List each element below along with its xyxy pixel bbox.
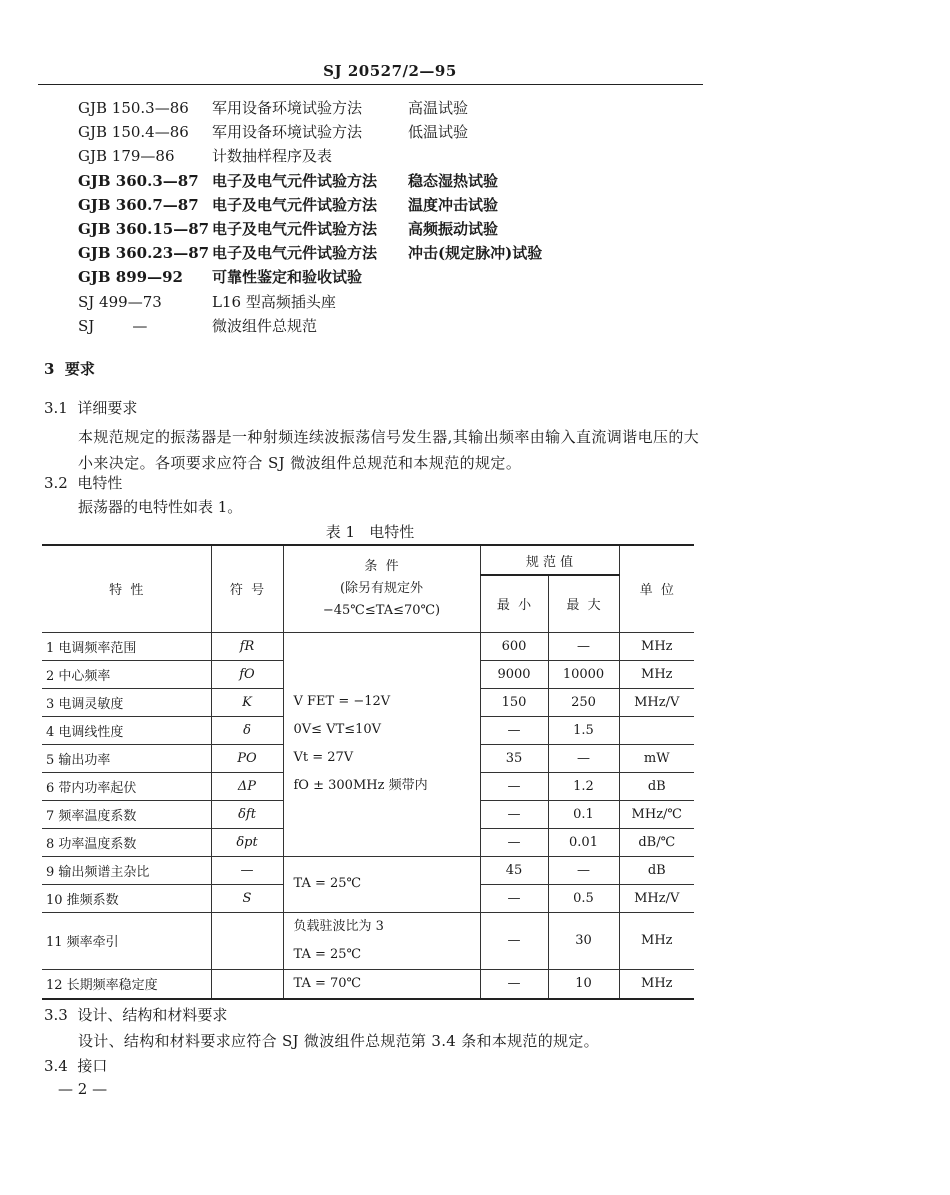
row-max: —	[548, 744, 619, 772]
row-max: 30	[548, 912, 619, 969]
table-row	[42, 912, 694, 969]
electrical-characteristics-table	[42, 544, 694, 1000]
reference-subtitle: 稳态湿热试验	[408, 171, 499, 190]
row-unit: MHz	[619, 969, 694, 999]
table-row	[42, 969, 694, 999]
row-symbol: ΔP	[211, 772, 283, 800]
reference-code: SJ 499—73	[78, 292, 162, 311]
row-unit: dB	[619, 856, 694, 884]
reference-subtitle: 温度冲击试验	[408, 195, 499, 214]
row-max: 0.01	[548, 828, 619, 856]
condition-line: fO ± 300MHz 频带内	[293, 778, 428, 793]
header-condition-note1: (除另有规定外	[339, 580, 424, 596]
row-name: 5 输出功率	[42, 744, 211, 772]
reference-title: 计数抽样程序及表	[212, 147, 333, 166]
row-max: —	[548, 856, 619, 884]
reference-code: GJB 360.23—87	[78, 244, 210, 263]
row-symbol: PO	[211, 744, 283, 772]
condition-line: 0V≤ VT≤10V	[293, 722, 382, 737]
row-min: —	[480, 800, 548, 828]
row-name: 8 功率温度系数	[42, 828, 211, 856]
row-symbol	[211, 912, 283, 969]
condition-row-12: TA = 70℃	[283, 969, 480, 999]
row-min: —	[480, 969, 548, 999]
row-symbol: fR	[211, 632, 283, 660]
row-name: 7 频率温度系数	[42, 800, 211, 828]
row-symbol: fO	[211, 660, 283, 688]
reference-subtitle: 高温试验	[408, 99, 469, 117]
condition-line: Vt = 27V	[293, 750, 354, 765]
row-unit: dB	[619, 772, 694, 800]
section-3-3-heading: 3.3 设计、结构和材料要求	[44, 1006, 228, 1024]
header-max: 最 大	[548, 575, 619, 632]
row-symbol: K	[211, 688, 283, 716]
row-unit: MHz/℃	[619, 800, 694, 828]
condition-line: 负载驻波比为 3	[293, 918, 384, 934]
table-row	[42, 632, 694, 660]
header-condition-title: 条 件	[364, 558, 399, 574]
row-unit: MHz/V	[619, 884, 694, 912]
row-unit: MHz	[619, 632, 694, 660]
reference-title: L16 型高频插头座	[212, 292, 336, 311]
section-3-heading: 3 要求	[44, 360, 95, 378]
reference-code: GJB 360.15—87	[78, 219, 210, 238]
condition-line: V FET = −12V	[293, 694, 391, 709]
reference-title: 微波组件总规范	[212, 316, 318, 335]
section-3-1-heading: 3.1 详细要求	[44, 399, 138, 417]
row-symbol: S	[211, 884, 283, 912]
row-min: —	[480, 772, 548, 800]
reference-code: GJB 150.4—86	[78, 123, 189, 142]
reference-code: GJB 150.3—86	[78, 99, 189, 117]
row-name: 4 电调线性度	[42, 716, 211, 744]
row-symbol: δft	[211, 800, 283, 828]
reference-code: SJ —	[78, 316, 148, 335]
condition-line: TA = 25℃	[293, 946, 362, 962]
row-min: 45	[480, 856, 548, 884]
condition-group-2: TA = 25℃	[283, 856, 480, 912]
row-symbol: δpt	[211, 828, 283, 856]
header-condition	[283, 545, 480, 632]
table-caption: 表 1 电特性	[325, 523, 415, 541]
row-unit: MHz	[619, 660, 694, 688]
row-symbol	[211, 969, 283, 999]
row-unit: MHz	[619, 912, 694, 969]
page-number: — 2 —	[58, 1080, 108, 1098]
row-unit: dB/℃	[619, 828, 694, 856]
row-min: 600	[480, 632, 548, 660]
reference-code: GJB 179—86	[78, 147, 175, 166]
reference-code: GJB 360.3—87	[78, 171, 199, 190]
header-symbol: 符 号	[211, 545, 283, 632]
row-max: 250	[548, 688, 619, 716]
section-3-2-text: 振荡器的电特性如表 1。	[78, 498, 243, 516]
row-unit	[619, 716, 694, 744]
row-name: 3 电调灵敏度	[42, 688, 211, 716]
header-spec-value: 规 范 值	[480, 545, 619, 575]
reference-code: GJB 360.7—87	[78, 195, 199, 214]
row-name: 10 推频系数	[42, 884, 211, 912]
row-max: 10000	[548, 660, 619, 688]
reference-subtitle: 高频振动试验	[408, 219, 499, 238]
section-3-2-heading: 3.2 电特性	[44, 474, 123, 492]
row-name: 9 输出频谱主杂比	[42, 856, 211, 884]
header-min: 最 小	[480, 575, 548, 632]
reference-title: 电子及电气元件试验方法	[212, 219, 378, 238]
row-name: 1 电调频率范围	[42, 632, 211, 660]
reference-subtitle: 低温试验	[408, 123, 469, 142]
row-name: 11 频率牵引	[42, 912, 211, 969]
row-min: 35	[480, 744, 548, 772]
row-symbol: δ	[211, 716, 283, 744]
row-unit: mW	[619, 744, 694, 772]
row-symbol: —	[211, 856, 283, 884]
reference-title: 电子及电气元件试验方法	[212, 244, 378, 263]
row-min: —	[480, 884, 548, 912]
row-name: 6 带内功率起伏	[42, 772, 211, 800]
row-min: 9000	[480, 660, 548, 688]
row-max: 1.2	[548, 772, 619, 800]
row-max: —	[548, 632, 619, 660]
reference-title: 电子及电气元件试验方法	[212, 171, 378, 190]
reference-subtitle: 冲击(规定脉冲)试验	[408, 244, 543, 263]
row-min: —	[480, 716, 548, 744]
reference-title: 军用设备环境试验方法	[212, 123, 363, 142]
row-min: —	[480, 912, 548, 969]
section-3-3-text: 设计、结构和材料要求应符合 SJ 微波组件总规范第 3.4 条和本规范的规定。	[78, 1032, 599, 1050]
row-max: 0.1	[548, 800, 619, 828]
row-min: 150	[480, 688, 548, 716]
header-characteristic: 特 性	[42, 545, 211, 632]
condition-row-11	[283, 912, 480, 969]
row-max: 10	[548, 969, 619, 999]
section-3-4-heading: 3.4 接口	[44, 1057, 108, 1075]
table-row	[42, 856, 694, 884]
condition-group-1	[283, 632, 480, 856]
section-3-1-text: 本规范规定的振荡器是一种射频连续波振荡信号发生器,其输出频率由输入直流调谐电压的大小来决定。各项要求应符合 SJ 微波组件总规范和本规范的规定。	[78, 428, 700, 472]
reference-title: 电子及电气元件试验方法	[212, 195, 378, 214]
row-max: 1.5	[548, 716, 619, 744]
reference-code: GJB 899—92	[78, 268, 183, 287]
reference-title: 军用设备环境试验方法	[212, 99, 363, 117]
row-name: 2 中心频率	[42, 660, 211, 688]
row-unit: MHz/V	[619, 688, 694, 716]
header-unit: 单 位	[619, 545, 694, 632]
header-condition-note2: −45℃≤TA≤70℃)	[322, 602, 441, 618]
document-code: SJ 20527/2—95	[323, 62, 457, 80]
row-name: 12 长期频率稳定度	[42, 969, 211, 999]
reference-title: 可靠性鉴定和验收试验	[212, 268, 363, 287]
row-max: 0.5	[548, 884, 619, 912]
row-min: —	[480, 828, 548, 856]
header-rule	[38, 84, 703, 85]
